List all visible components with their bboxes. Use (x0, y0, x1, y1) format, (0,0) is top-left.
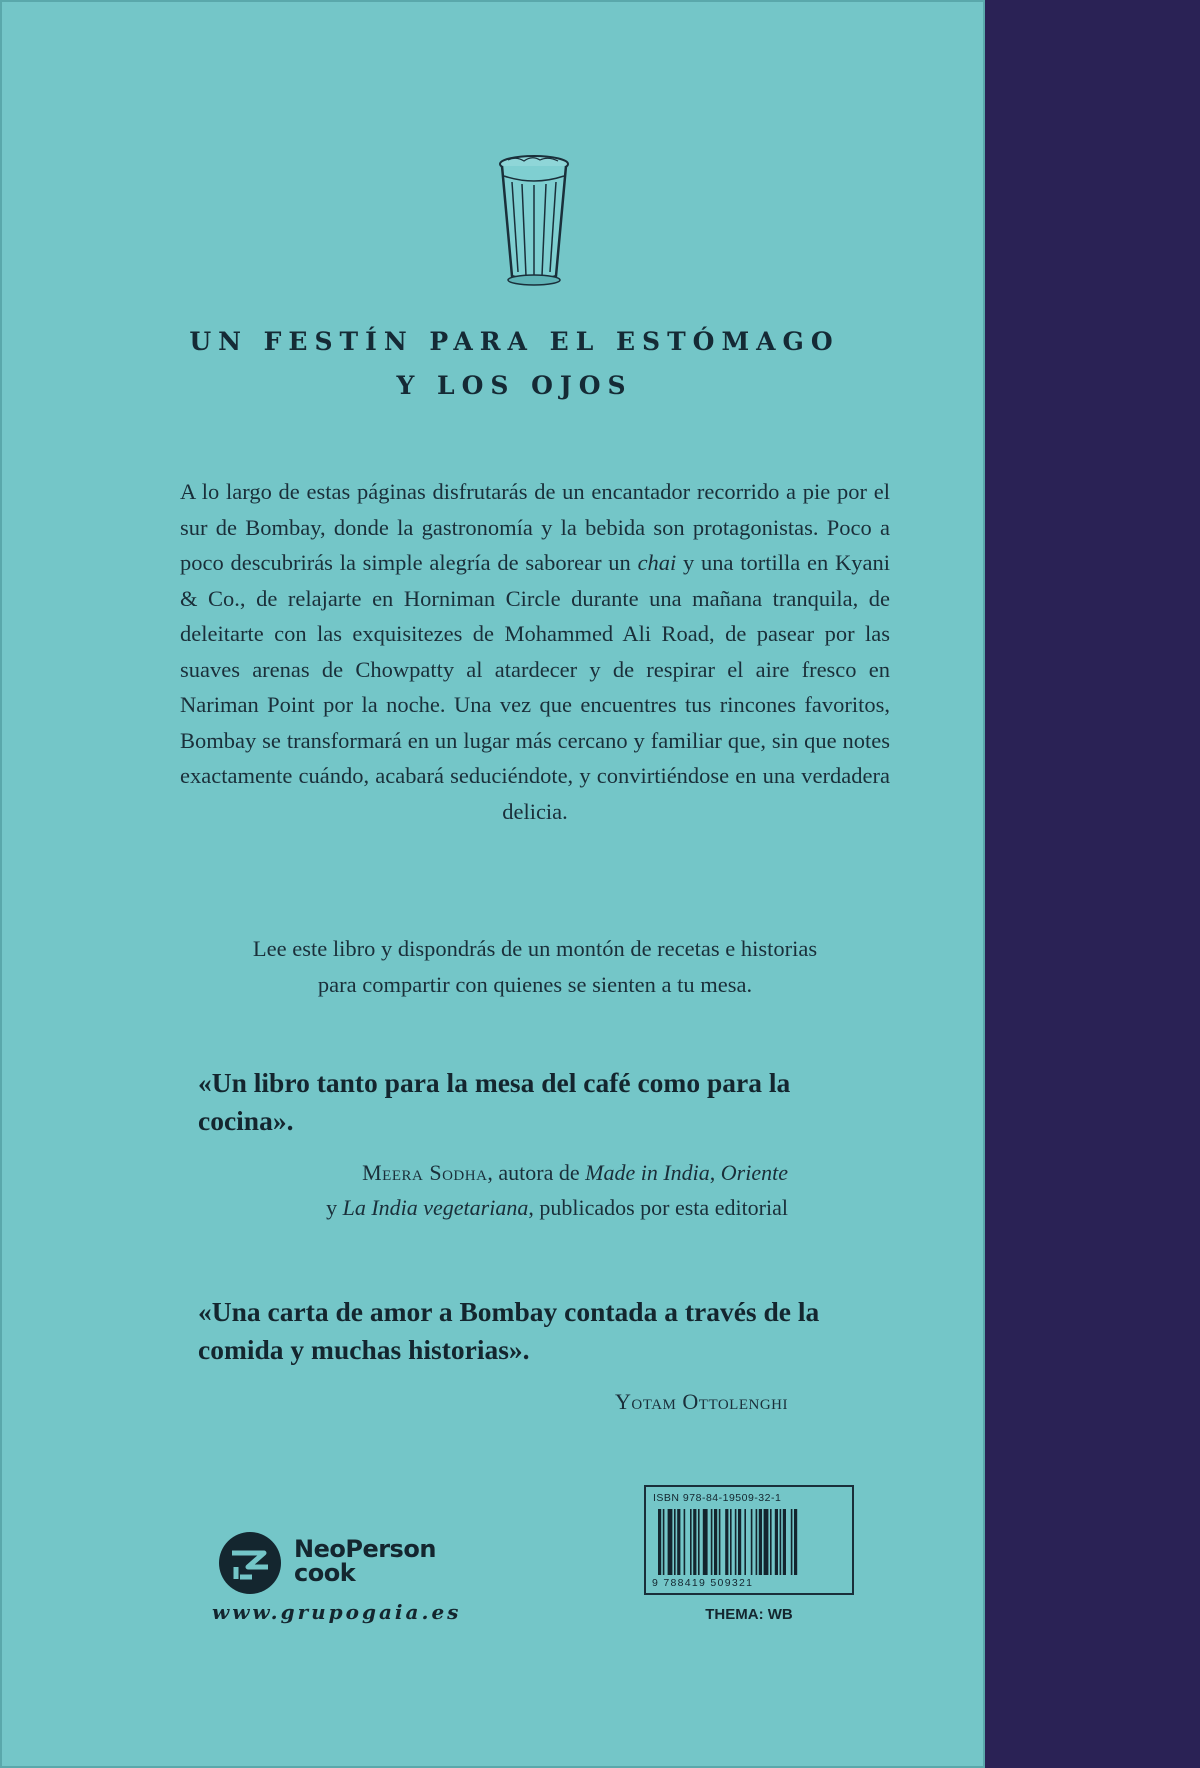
headline (142, 320, 887, 408)
barcode-bars (658, 1509, 842, 1575)
neo-person-logo-icon (218, 1531, 282, 1595)
headline-line-1: UN FESTÍN PARA EL ESTÓMAGO (189, 327, 840, 356)
chai-glass-icon (496, 152, 572, 288)
description-paragraph (180, 474, 890, 829)
publisher-website[interactable]: www.grupogaia.es (212, 1600, 462, 1624)
quote-sodha: «Un libro tanto para la mesa del café como para la cocina». (198, 1067, 791, 1136)
description-part-2: y una tortilla en Kyani & Co., de relajarte en Horniman Circle durante una mañana tranquila, de deleitarte con las exquisitezes de Mohammed Ali Road, de pasear por las suaves arenas de Chowpatty al atardecer y de respirar el aire fresco en Nariman Point por la noche. Una vez que encuentres tus rincones favoritos, Bombay se transformará en un lugar más cercano y familiar que, sin que notes exactamente cuándo, acabará seduciéndote, y convirtiéndose en una verdadera delicia. (180, 550, 890, 824)
author-sodha: Meera Sodha (362, 1160, 488, 1185)
barcode-number: 9 788419 509321 (652, 1577, 754, 1589)
headline-line-2: Y LOS OJOS (396, 371, 633, 400)
isbn-label: ISBN 978-84-19509-32-1 (653, 1492, 782, 1504)
invitation-line-1: Lee este libro y dispondrás de un montón de recetas e historias (252, 936, 818, 961)
author-ottolenghi: Yotam Ottolenghi (615, 1389, 788, 1414)
publisher-logo (218, 1527, 458, 1599)
spine-edge (985, 0, 1200, 1768)
description-chai: chai (637, 550, 677, 575)
invitation-line-2: para compartir con quienes se sienten a tu mesa. (317, 972, 753, 997)
isbn-barcode (644, 1485, 854, 1595)
description-part-1: A lo largo de estas páginas disfrutarás de un encantador recorrido a pie por el sur de Bombay, donde la gastronomía y la bebida son protagonistas. Poco a poco descubrirás la simple alegría de saborear un (180, 479, 890, 575)
quote-ottolenghi: «Una carta de amor a Bombay contada a través de la comida y muchas historias». (198, 1296, 820, 1365)
quote-sodha-attribution: Meera Sodha, autora de Made in India, Oriente y La India vegetariana, publicados por esta editorial (326, 1160, 788, 1220)
thema-code: THEMA: WB (705, 1606, 793, 1623)
publisher-name: NeoPerson cook (294, 1535, 436, 1587)
invitation-paragraph (180, 931, 890, 1003)
quote-ottolenghi-attribution (388, 1384, 788, 1419)
